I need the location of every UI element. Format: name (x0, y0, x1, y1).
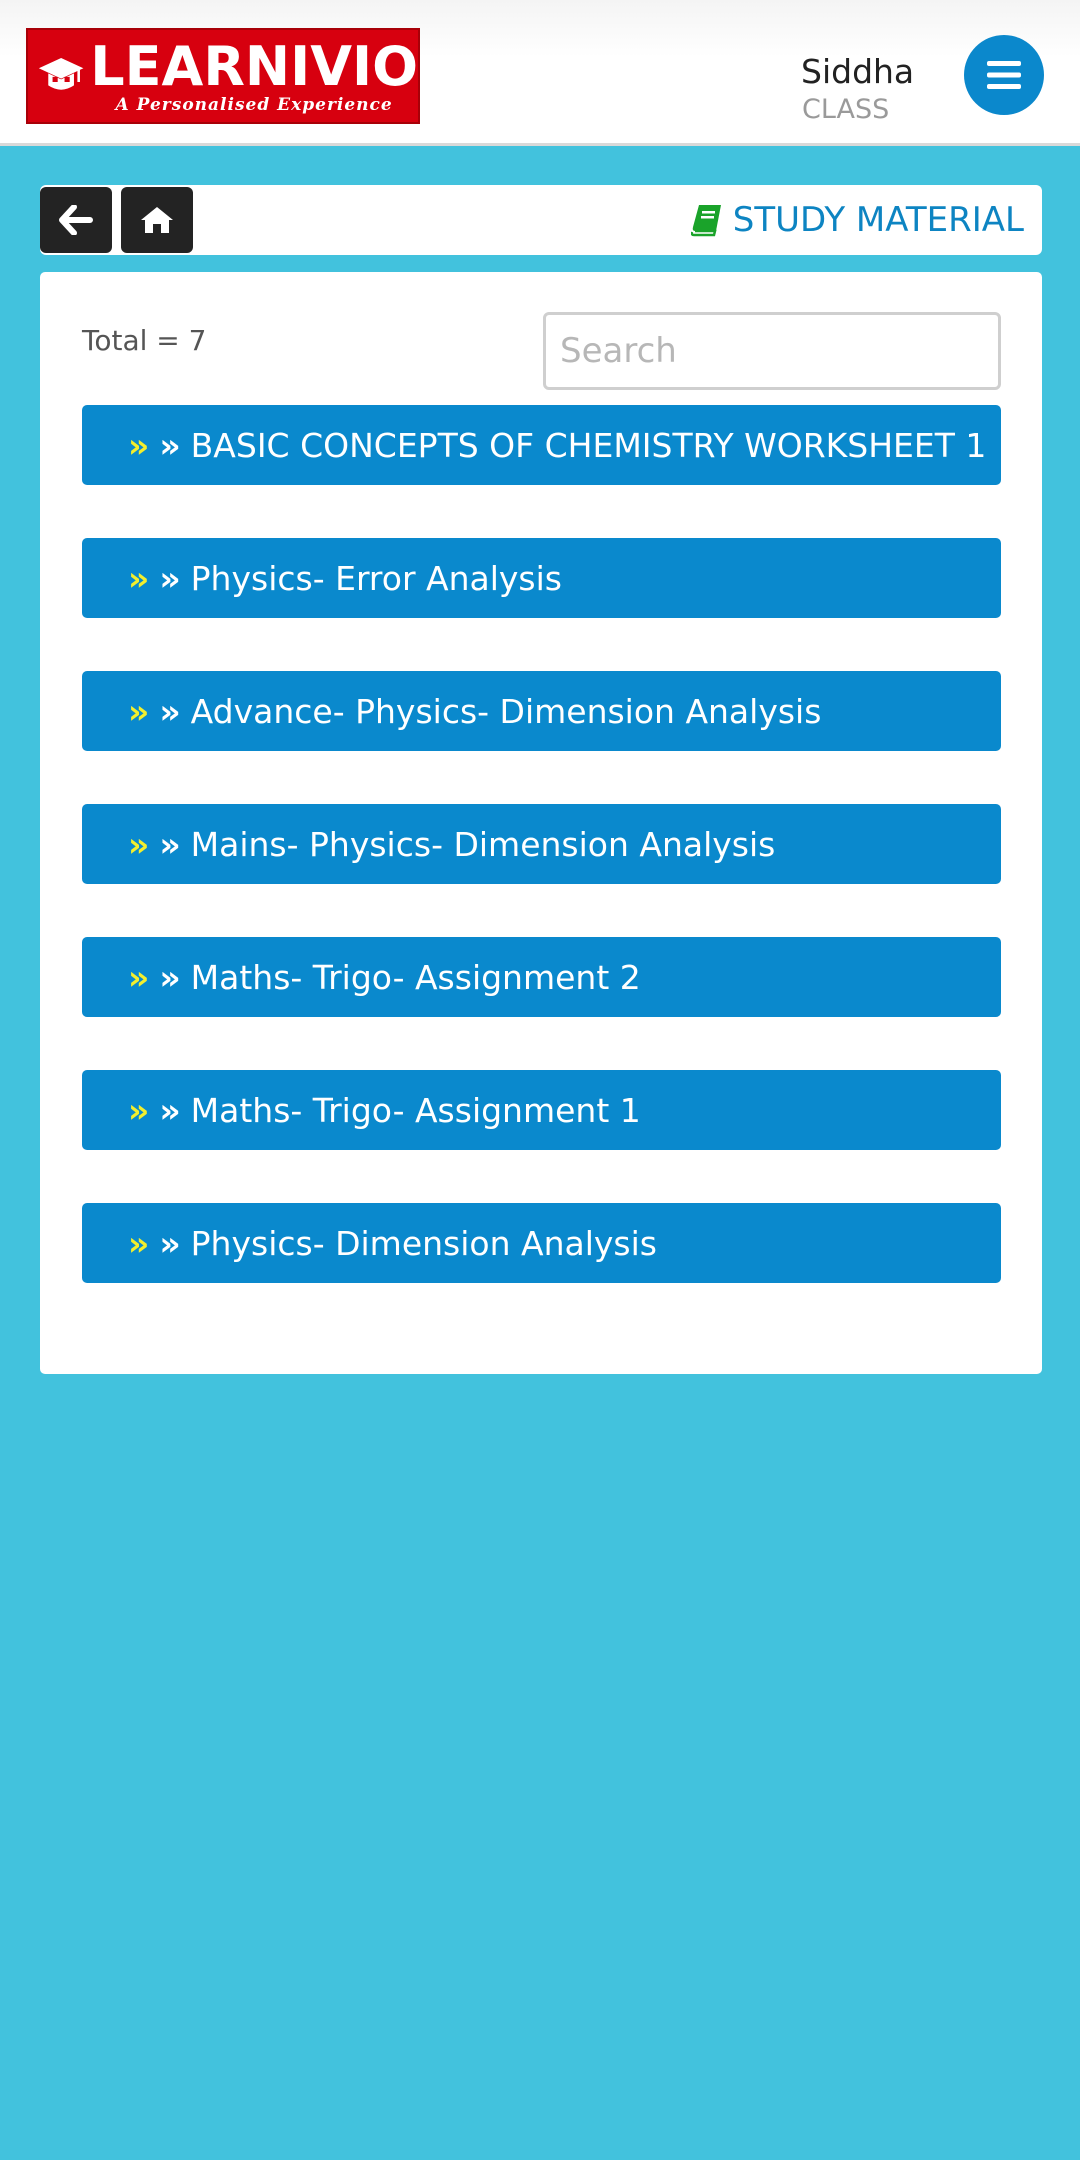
search-input[interactable] (543, 312, 1001, 390)
yellow-marker: » (128, 957, 150, 997)
list-item[interactable] (82, 1070, 1001, 1150)
total-count: Total = 7 (82, 324, 207, 357)
back-button[interactable] (40, 187, 112, 253)
page-toolbar (40, 185, 1042, 255)
white-marker: » (159, 1090, 181, 1130)
list-item[interactable] (82, 1203, 1001, 1283)
user-class-label: CLASS (802, 94, 890, 125)
yellow-marker: » (128, 1090, 150, 1130)
white-marker: » (159, 824, 181, 864)
hamburger-icon (987, 61, 1021, 89)
app-header (0, 0, 1080, 146)
list-item[interactable] (82, 405, 1001, 485)
menu-button[interactable] (964, 35, 1044, 115)
home-button[interactable] (121, 187, 193, 253)
home-icon (140, 205, 174, 235)
book-icon (691, 203, 723, 237)
user-name: Siddha (801, 52, 915, 91)
white-marker: » (159, 558, 181, 598)
list-item-label: Advance- Physics- Dimension Analysis (190, 691, 822, 731)
yellow-marker: » (128, 1223, 150, 1263)
white-marker: » (159, 957, 181, 997)
list-item-label: BASIC CONCEPTS OF CHEMISTRY WORKSHEET 1 (190, 425, 987, 465)
list-item[interactable] (82, 671, 1001, 751)
yellow-marker: » (128, 691, 150, 731)
learnivio-logo[interactable] (26, 28, 420, 124)
study-material-panel (40, 272, 1042, 1374)
white-marker: » (159, 1223, 181, 1263)
yellow-marker: » (128, 558, 150, 598)
list-item-label: Physics- Dimension Analysis (190, 1223, 657, 1263)
page-title-text: STUDY MATERIAL (732, 200, 1024, 240)
arrow-left-icon (59, 205, 93, 235)
list-item[interactable] (82, 804, 1001, 884)
logo-tagline: A Personalised Experience (115, 95, 393, 115)
list-item-label: Mains- Physics- Dimension Analysis (190, 824, 776, 864)
white-marker: » (159, 425, 181, 465)
list-item[interactable] (82, 538, 1001, 618)
graduation-cap-icon (38, 49, 84, 103)
page-title (691, 199, 1024, 241)
logo-wordmark: LEARNIVIO (90, 35, 418, 98)
material-list (82, 405, 1001, 1336)
list-item[interactable] (82, 937, 1001, 1017)
list-item-label: Physics- Error Analysis (190, 558, 562, 598)
white-marker: » (159, 691, 181, 731)
yellow-marker: » (128, 425, 150, 465)
yellow-marker: » (128, 824, 150, 864)
list-item-label: Maths- Trigo- Assignment 1 (190, 1090, 641, 1130)
list-item-label: Maths- Trigo- Assignment 2 (190, 957, 641, 997)
